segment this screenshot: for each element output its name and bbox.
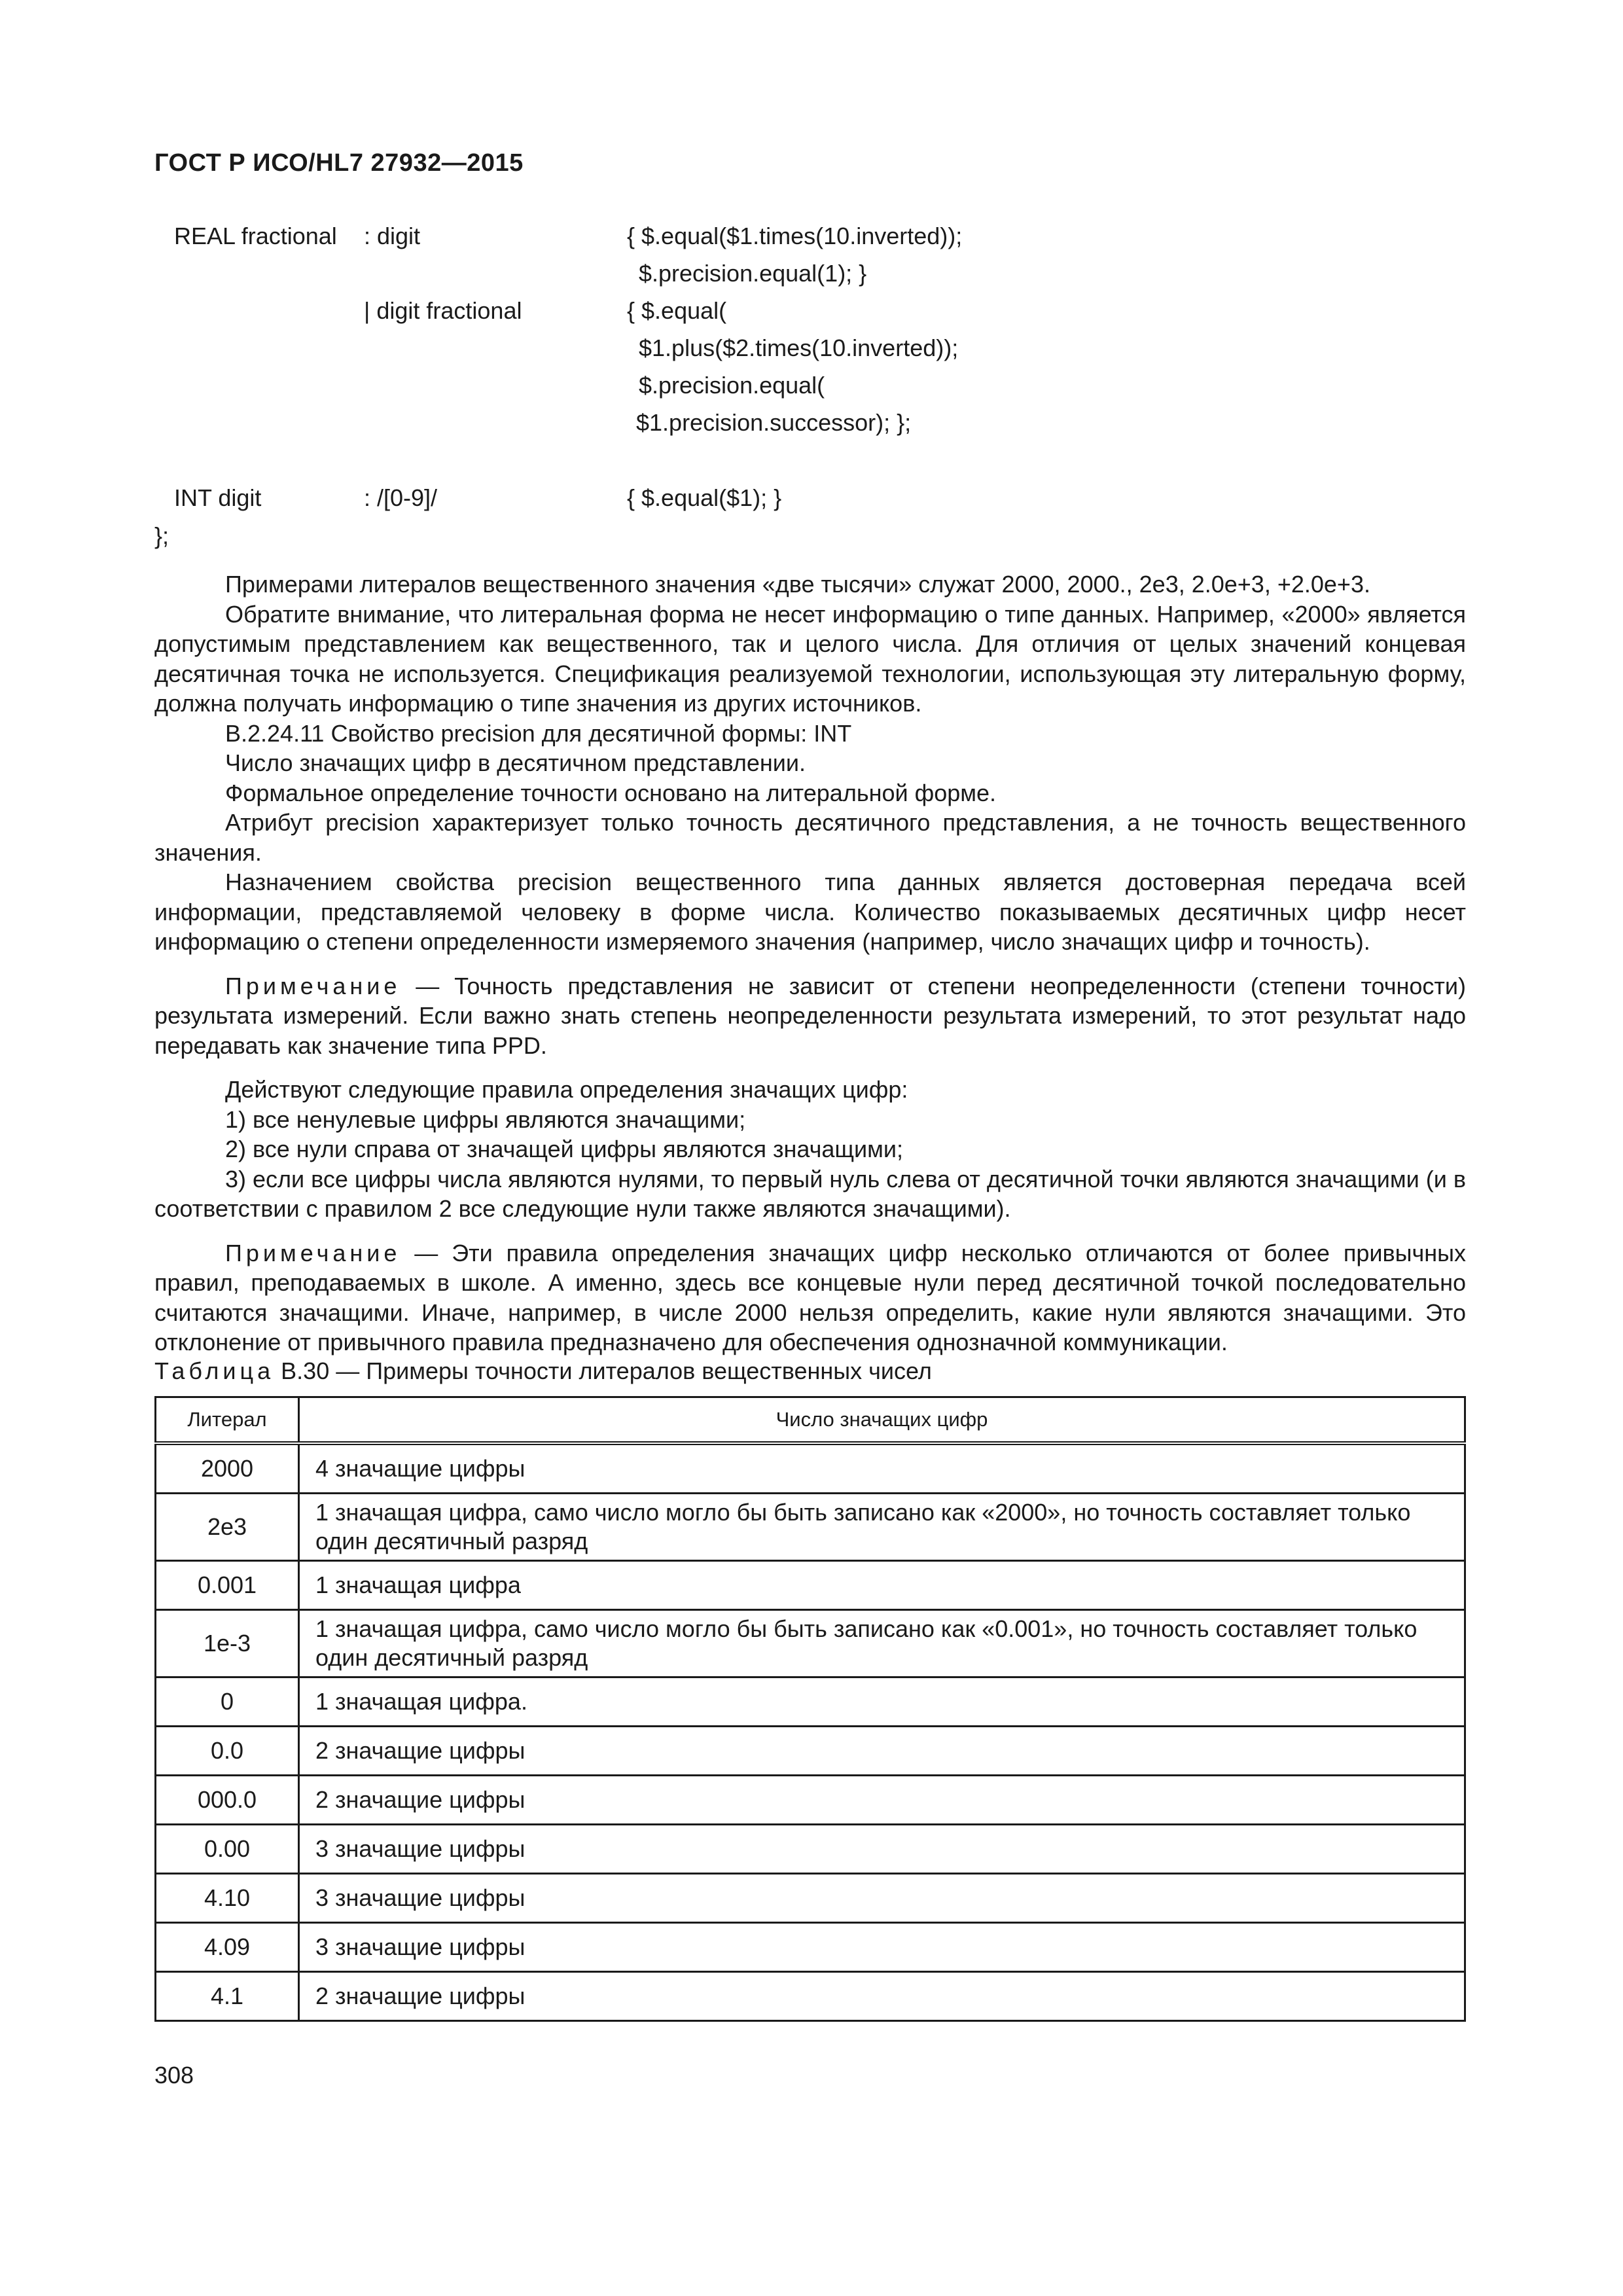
note [154, 1238, 1466, 1357]
literal-cell: 000.0 [156, 1776, 299, 1825]
paragraph: Число значащих цифр в десятичном представлении. [225, 749, 806, 776]
section-heading: В.2.24.11 Свойство precision для десятичной формы: INT [225, 719, 852, 747]
literal-cell: 1e-3 [156, 1610, 299, 1677]
literal-cell: 0.001 [156, 1561, 299, 1610]
grammar-closing: }; [154, 522, 169, 549]
grammar-rule-action: { $.equal($1.times(10.inverted)); [627, 223, 963, 249]
table-caption [154, 1357, 932, 1385]
paragraph: Примерами литералов вещественного значения «две тысячи» служат 2000, 2000., 2е3, 2.0е+3, +2.0е+3. [225, 571, 1370, 598]
literal-cell: 4.10 [156, 1874, 299, 1923]
grammar-rule-action: { $.equal($1); } [627, 484, 782, 511]
literal-cell: 2000 [156, 1443, 299, 1494]
list-item: 2) все нули справа от значащей цифры являются значащими; [225, 1136, 904, 1162]
table-row [156, 1923, 1465, 1972]
grammar-rule-action: $1.plus($2.times(10.inverted)); [639, 334, 959, 361]
literal-cell: 0.0 [156, 1727, 299, 1776]
table-row [156, 1825, 1465, 1874]
page-number: 308 [154, 2062, 194, 2089]
grammar-rule-action: { $.equal( [627, 297, 727, 324]
table-row [156, 1443, 1465, 1494]
literal-cell: 0 [156, 1677, 299, 1727]
column-header-significant-digits: Число значащих цифр [299, 1397, 1465, 1444]
table-header-row [156, 1397, 1465, 1444]
digits-cell: 2 значащие цифры [299, 1972, 1465, 2021]
table-row [156, 1561, 1465, 1610]
grammar-rule-body: : digit [364, 223, 421, 249]
digits-cell: 1 значащая цифра. [299, 1677, 1465, 1727]
paragraph: Назначением свойства precision вещественного типа данных является достоверная передача всей информации, представляемой человеку в форме числа. Количество показываемых десятичных цифр несет информацию о степени определенности измеряемого значения (например, число значащих цифр и точность). [154, 869, 1466, 955]
table-row [156, 1727, 1465, 1776]
note-text: — Точность представления не зависит от степени неопределенности (степени точности) результата измерений. Если важно знать степень неопределенности результата измерений, то этот результат надо передавать как значение типа PPD. [154, 972, 1466, 1059]
table-row [156, 1494, 1465, 1561]
document-header: ГОСТ Р ИСО/HL7 27932—2015 [154, 149, 524, 177]
literal-cell: 2e3 [156, 1494, 299, 1561]
digits-cell: 3 значащие цифры [299, 1923, 1465, 1972]
digits-cell: 1 значащая цифра, само число могло бы быть записано как «0.001», но точность составляет только один десятичный разряд [299, 1610, 1465, 1677]
digits-cell: 4 значащие цифры [299, 1443, 1465, 1494]
digits-cell: 1 значащая цифра, само число могло бы быть записано как «2000», но точность составляет только один десятичный разряд [299, 1494, 1465, 1561]
digits-cell: 2 значащие цифры [299, 1727, 1465, 1776]
table-row [156, 1972, 1465, 2021]
list-item: 3) если все цифры числа являются нулями, то первый нуль слева от десятичной точки являются значащими (и в соответствии с правилом 2 все следующие нули также являются значащими). [154, 1165, 1466, 1222]
paragraph: Формальное определение точности основано на литеральной форме. [225, 779, 997, 806]
note-label: Примечание [225, 1239, 401, 1266]
grammar-rule-action: $1.precision.successor); }; [636, 409, 912, 436]
list-item: 1) все ненулевые цифры являются значащими; [225, 1105, 746, 1133]
precision-table [154, 1396, 1466, 2022]
grammar-rule-action: $.precision.equal( [639, 372, 825, 399]
literal-cell: 4.1 [156, 1972, 299, 2021]
grammar-rule-name: INT digit [174, 484, 262, 511]
paragraph: Атрибут precision характеризует только точность десятичного представления, а не точность вещественного значения. [154, 809, 1466, 866]
digits-cell: 2 значащие цифры [299, 1776, 1465, 1825]
grammar-rule-name: REAL fractional [174, 223, 337, 249]
literal-cell: 4.09 [156, 1923, 299, 1972]
grammar-rule-body: : /[0-9]/ [364, 484, 438, 511]
table-row [156, 1677, 1465, 1727]
note-text: — Эти правила определения значащих цифр несколько отличаются от более привычных правил, преподаваемых в школе. А именно, здесь все концевые нули перед десятичной точкой последовательно считаются значащими. Иначе, например, в числе 2000 нельзя определить, какие нули являются значащими. Это отклонение от привычного правила предназначено для обеспечения однозначной коммуникации. [154, 1239, 1466, 1355]
paragraph: Действуют следующие правила определения значащих цифр: [225, 1076, 908, 1103]
note-label: Примечание [225, 972, 401, 999]
table-row [156, 1874, 1465, 1923]
paragraph: Обратите внимание, что литеральная форма не несет информацию о типе данных. Например, «2000» является допустимым представлением как вещественного, так и целого числа. Для отличия от целых значений концевая десятичная точка не используется. Спецификация реализуемой технологии, использующая эту литеральную форму, должна получать информацию о типе значения из других источников. [154, 600, 1466, 717]
body-text [154, 569, 1466, 1357]
note [154, 971, 1466, 1061]
table-row [156, 1776, 1465, 1825]
grammar-rule-body: | digit fractional [364, 297, 522, 324]
column-header-literal: Литерал [156, 1397, 299, 1444]
table-caption-text: В.30 — Примеры точности литералов вещественных чисел [274, 1357, 932, 1384]
digits-cell: 3 значащие цифры [299, 1825, 1465, 1874]
table-row [156, 1610, 1465, 1677]
literal-cell: 0.00 [156, 1825, 299, 1874]
digits-cell: 3 значащие цифры [299, 1874, 1465, 1923]
grammar-rule-action: $.precision.equal(1); } [639, 260, 867, 287]
digits-cell: 1 значащая цифра [299, 1561, 1465, 1610]
table-caption-label: Таблица [154, 1357, 275, 1384]
